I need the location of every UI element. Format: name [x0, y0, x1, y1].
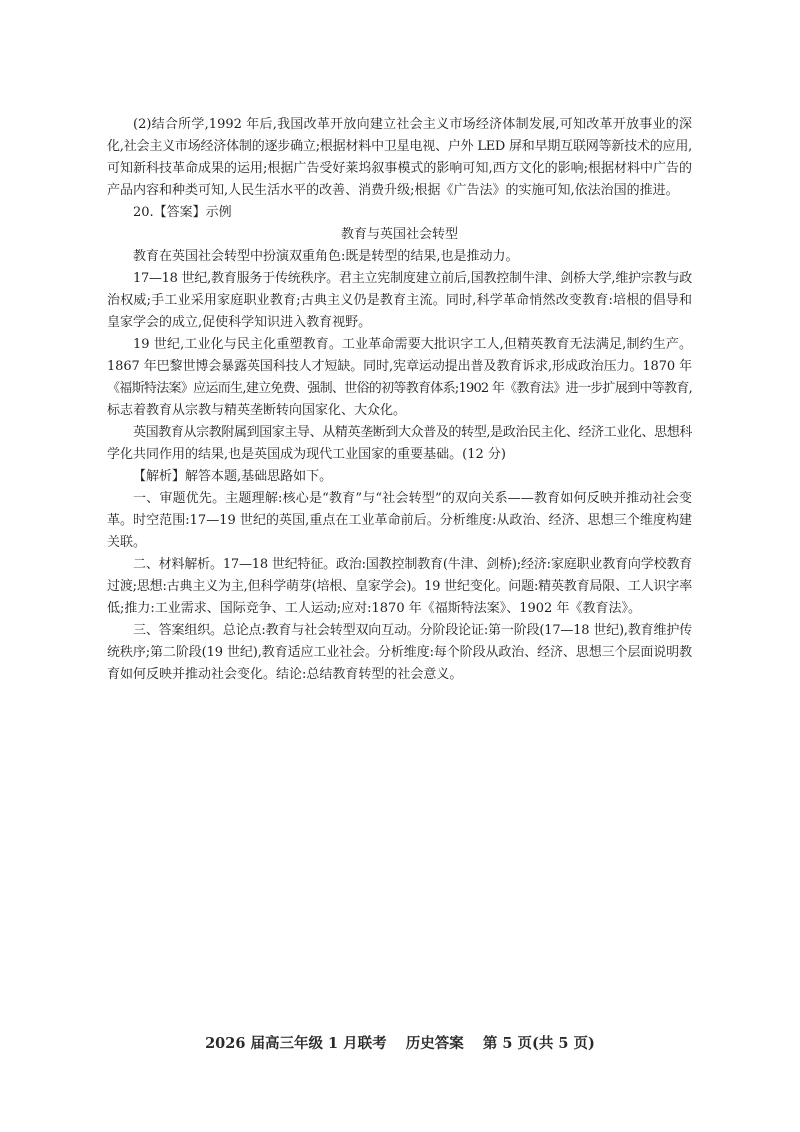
text-line: 三、答案组织。总论点:教育与社会转型双向互动。分阶段论证:第一阶段(17—18 世纪),教育维护传	[133, 623, 692, 638]
essay-title: 教育与英国社会转型	[340, 227, 458, 242]
footer-subject: 历史答案	[405, 1035, 464, 1052]
essay-paragraph-19-century	[107, 334, 692, 422]
text-line: 标志着教育从宗教与精英垄断转向国家化、大众化。	[107, 403, 407, 418]
text-line: 17—18 世纪,教育服务于传统秩序。君主立宪制度建立前后,国教控制牛津、剑桥大学,维护宗教与政	[133, 271, 692, 286]
text-line: 19 世纪,工业化与民主化重塑教育。工业革命需要大批识字工人,但精英教育无法满足,制约生产。	[133, 337, 692, 352]
text-line: 一、审题优先。主题理解:核心是“教育”与“社会转型”的双向关系——教育如何反映并推动社会变	[133, 491, 692, 506]
text-line: 育如何反映并推动社会变化。结论:总结教育转型的社会意义。	[107, 667, 463, 682]
analysis-label: 【解析】解答本题,基础思路如下。	[133, 469, 333, 484]
text-line: 《福斯特法案》应运而生,建立免费、强制、世俗的初等教育体系;1902 年《教育法》进一步扩展到中等教育,	[107, 381, 692, 396]
page-footer	[0, 1033, 800, 1055]
essay-paragraph-conclusion	[107, 422, 692, 466]
answer-page-body	[107, 114, 692, 686]
text-line: (2)结合所学,1992 年后,我国改革开放向建立社会主义市场经济体制发展,可知改革开放事业的深	[133, 117, 692, 132]
q19-part2-paragraph	[107, 114, 692, 202]
text-line: 英国教育从宗教附属到国家主导、从精英垄断到大众普及的转型,是政治民主化、经济工业化、思想科	[133, 425, 692, 440]
text-line: 治权威;手工业采用家庭职业教育;古典主义仍是教育主流。同时,科学革命悄然改变教育:培根的倡导和	[107, 293, 692, 308]
analysis-step-3	[107, 620, 692, 686]
text-line: 产品内容和种类可知,人民生活水平的改善、消费升级;根据《广告法》的实施可知,依法治国的推进。	[107, 183, 679, 198]
q20-answer-label: 20.【答案】示例	[133, 205, 232, 220]
analysis-step-2	[107, 554, 692, 620]
text-line: 二、材料解析。17—18 世纪特征。政治:国教控制教育(牛津、剑桥);经济:家庭职业教育向学校教育	[133, 557, 692, 572]
text-line: 过渡;思想:古典主义为主,但科学萌芽(培根、皇家学会)。19 世纪变化。问题:精英教育局限、工人识字率	[107, 579, 692, 594]
essay-paragraph-intro	[107, 246, 692, 268]
text-line: 低;推力:工业需求、国际竞争、工人运动;应对:1870 年《福斯特法案》、1902 年《教育法》。	[107, 601, 641, 616]
text-line: 1867 年巴黎世博会暴露英国科技人才短缺。同时,宪章运动提出普及教育诉求,形成政治压力。1870 年	[107, 359, 692, 374]
text-line: 皇家学会的成立,促使科学知识进入教育视野。	[107, 315, 372, 330]
footer-exam-name: 2026 届高三年级 1 月联考	[205, 1035, 387, 1052]
text-line: 关联。	[107, 535, 147, 550]
text-line: 可知新科技革命成果的运用;根据广告受好莱坞叙事模式的影响可知,西方文化的影响;根据材料中广告的	[107, 161, 692, 176]
text-line: 统秩序;第二阶段(19 世纪),教育适应工业社会。分析维度:每个阶段从政治、经济、思想三个层面说明教	[107, 645, 692, 660]
text-line: 学化共同作用的结果,也是英国成为现代工业国家的重要基础。(12 分)	[107, 447, 506, 462]
essay-paragraph-17-18-century	[107, 268, 692, 334]
text-line: 革。时空范围:17—19 世纪的英国,重点在工业革命前后。分析维度:从政治、经济、思想三个维度构建	[107, 513, 692, 528]
analysis-step-1	[107, 488, 692, 554]
text-line: 教育在英国社会转型中扮演双重角色:既是转型的结果,也是推动力。	[133, 249, 519, 264]
footer-page-number: 第 5 页(共 5 页)	[482, 1035, 595, 1052]
text-line: 化,社会主义市场经济体制的逐步确立;根据材料中卫星电视、户外 LED 屏和早期互联网等新技术的应用,	[107, 139, 692, 154]
